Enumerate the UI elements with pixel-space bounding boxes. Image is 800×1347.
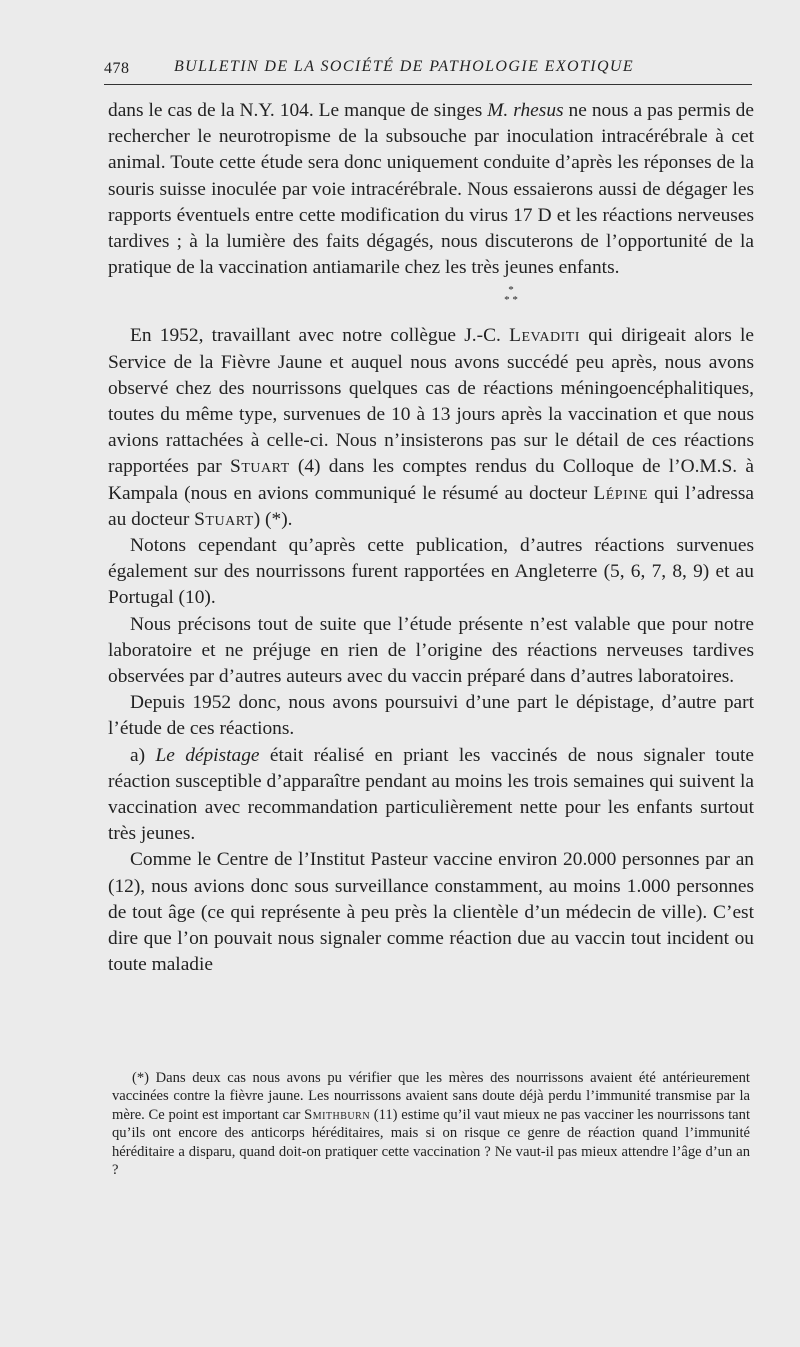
list-label: a)	[130, 744, 156, 766]
author-name: Smithburn	[304, 1106, 371, 1123]
author-name: Stuart	[230, 456, 290, 478]
section-asterism	[108, 281, 754, 323]
body-text	[108, 98, 754, 979]
text-run: (4) dans les comptes rendus du Colloque de l’O.M.S. à Kampala (nous en avions communiqué le résumé au docteur	[108, 456, 754, 504]
paragraph-3: Notons cependant qu’après cette publication, d’autres réactions survenues également sur des nourrissons furent rapportées en Angleterre (5, 6, 7, 8, 9) et au Portugal (10).	[108, 535, 754, 609]
asterism-bottom: * *	[504, 294, 518, 307]
author-name: Stuart	[194, 508, 254, 530]
running-header	[104, 56, 752, 85]
text-run: ne nous a pas permis de rechercher le neurotropisme de la subsouche par inoculation intracérébrale à cet animal. Toute cette étude sera donc uniquement conduite d’après les réponses de la souris suisse inoculée par voie intracérébrale. Nous essaierons aussi de dégager les rapports éventuels entre cette modification du virus 17 D et les réactions nerveuses tardives ; à la lumière des faits dégagés, nous discuterons de l’opportunité de la pratique de la vaccination antiamarile chez les très jeunes enfants.	[108, 100, 754, 279]
text-run: qui l’adressa au docteur	[108, 482, 754, 530]
text-run: était réalisé en priant les vaccinés de nous signaler toute réaction susceptible d’apparaître pendant au moins les trois semaines qui suivent la vaccination avec recommandation particulièrement nette pour les enfants surtout très jeunes.	[108, 744, 755, 845]
species-name: M. rhesus	[487, 100, 564, 121]
footnote	[112, 1069, 750, 1179]
author-name: Lépine	[593, 482, 648, 504]
author-name: Levaditi	[509, 325, 580, 347]
text-run: En 1952, travaillant avec notre collègue J.-C.	[130, 325, 510, 347]
section-term: Le dépistage	[155, 744, 260, 766]
text-run: (*) Dans deux cas nous avons pu vérifier que les mères des nourrissons avaient été antérieurement vaccinées contre la fièvre jaune. Les nourrissons avaient sans doute déjà perdu l’immunité transmise par la mère. Ce point est important car	[112, 1070, 750, 1123]
paragraph-6	[108, 743, 754, 848]
asterism-top: *	[508, 284, 514, 297]
text-run: (11) estime qu’il vaut mieux ne pas vacciner les nourrissons tant qu’ils ont encore des anticorps héréditaires, mais si on risque ce genre de réaction quand l’immunité héréditaire a disparu, quand doit-on pratiquer cette vaccination ? Ne vaut-il pas mieux attendre l’âge d’un an ?	[112, 1106, 750, 1179]
text-run: qui dirigeait alors le Service de la Fièvre Jaune et auquel nous avons succédé peu après, nous avons observé chez des nourrissons quelques cas de réactions méningoencéphalitiques, toutes du même type, survenues de 10 à 13 jours après la vaccination et que nous avions rattachées à celle-ci. Nous n’insisterons pas sur le détail de ces réactions rapportées par	[108, 325, 754, 478]
paragraph-1	[108, 98, 754, 281]
page-number: 478	[104, 60, 130, 77]
paragraph-5: Depuis 1952 donc, nous avons poursuivi d’une part le dépistage, d’autre part l’étude de ces réactions.	[108, 692, 754, 740]
text-run: dans le cas de la N.Y. 104. Le manque de singes	[108, 100, 488, 121]
text-run: ) (*).	[253, 508, 293, 530]
footnote-text	[112, 1069, 750, 1179]
paragraph-7: Comme le Centre de l’Institut Pasteur vaccine environ 20.000 personnes par an (12), nous avions donc sous surveillance constamment, au moins 1.000 personnes de tout âge (ce qui représente à peu près la clientèle d’un médecin de ville). C’est dire que l’on pouvait nous signaler comme réaction due au vaccin tout incident ou toute maladie	[108, 849, 754, 976]
paragraph-4: Nous précisons tout de suite que l’étude présente n’est valable que pour notre laboratoire et ne préjuge en rien de l’origine des réactions nerveuses tardives observées par d’autres auteurs avec du vaccin préparé dans d’autres laboratoires.	[108, 613, 754, 688]
running-title: BULLETIN DE LA SOCIÉTÉ DE PATHOLOGIE EXOTIQUE	[174, 58, 635, 75]
paragraph-2	[108, 323, 754, 533]
